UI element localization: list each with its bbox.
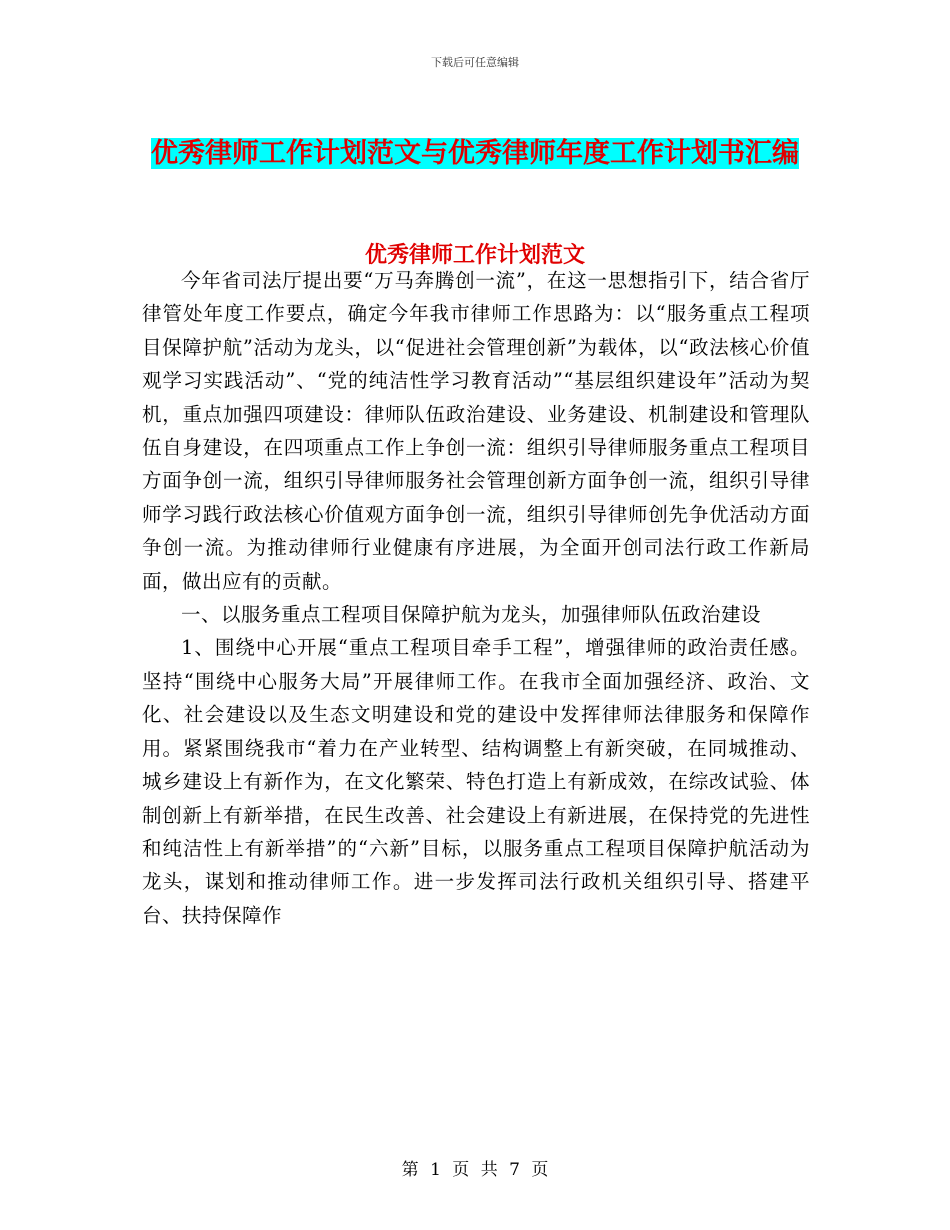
paragraph-heading-one: 一、以服务重点工程项目保障护航为龙头，加强律师队伍政治建设 [181, 603, 762, 627]
header-note: 下载后可任意编辑 [431, 56, 519, 69]
page-footer: 第 1 页 共 7 页 [401, 1160, 549, 1180]
document-body [142, 264, 810, 932]
document-title [140, 130, 810, 178]
section-title: 优秀律师工作计划范文 [364, 243, 585, 269]
document-title-text: 优秀律师工作计划范文与优秀律师年度工作计划书汇编 [151, 138, 799, 170]
paragraph-item-one: 1、围绕中心开展“重点工程项目牵手工程”，增强律师的政治责任感。坚持“围绕中心服务大局”开展律师工作。在我市全面加强经济、政治、文化、社会建设以及生态文明建设和党的建设中发挥律师法律服务和保障作用。紧紧围绕我市“着力在产业转型、结构调整上有新突破，在同城推动、城乡建设上有新作为，在文化繁荣、特色打造上有新成效，在综改试验、体制创新上有新举措，在民生改善、社会建设上有新进展，在保持党的先进性和纯洁性上有新举措”的“六新”目标，以服务重点工程项目保障护航活动为龙头，谋划和推动律师工作。进一步发挥司法行政机关组织引导、搭建平台、扶持保障作 [142, 636, 810, 927]
paragraph-intro: 今年省司法厅提出要“万马奔腾创一流”，在这一思想指引下，结合省厅律管处年度工作要点，确定今年我市律师工作思路为：以“服务重点工程项目保障护航”活动为龙头，以“促进社会管理创新”为载体，以“政法核心价值观学习实践活动”、“党的纯洁性学习教育活动”“基层组织建设年”活动为契机，重点加强四项建设：律师队伍政治建设、业务建设、机制建设和管理队伍自身建设，在四项重点工作上争创一流：组织引导律师服务重点工程项目方面争创一流，组织引导律师服务社会管理创新方面争创一流，组织引导律师学习践行政法核心价值观方面争创一流，组织引导律师创先争优活动方面争创一流。为推动律师行业健康有序进展，为全面开创司法行政工作新局面，做出应有的贡献。 [142, 269, 810, 593]
